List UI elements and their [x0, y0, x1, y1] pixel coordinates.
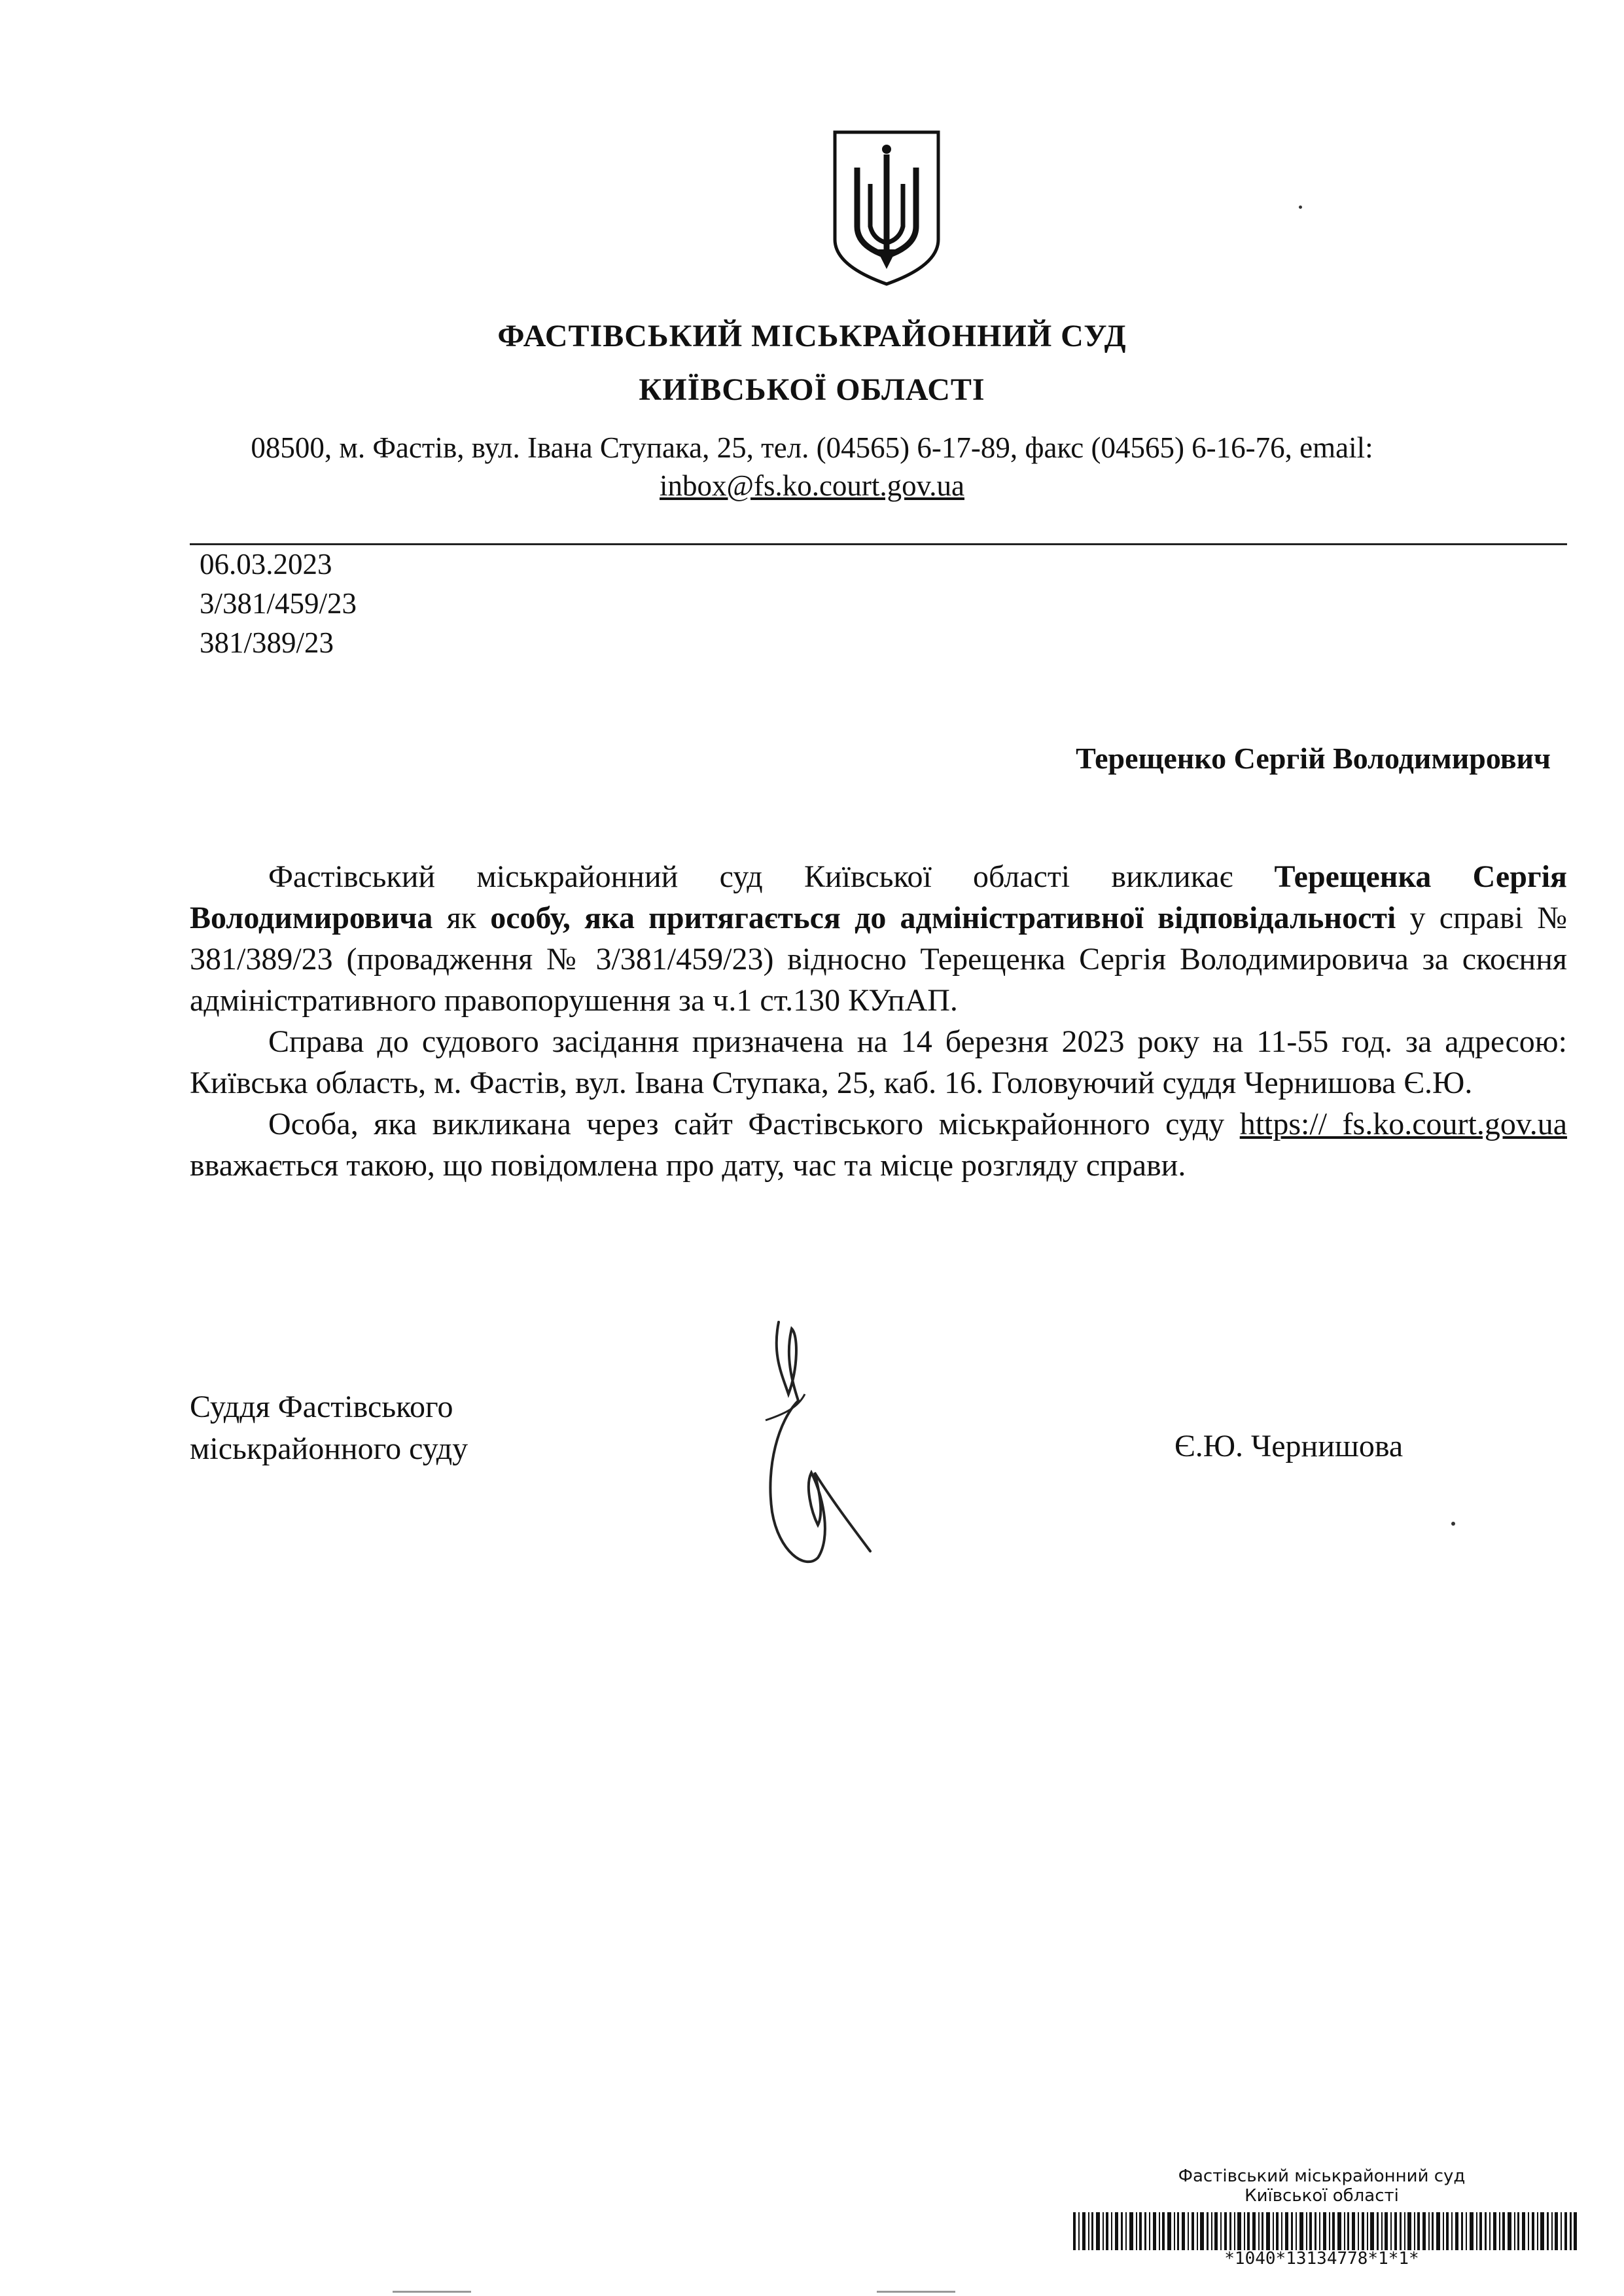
stamp-line2: Київської області: [1244, 2186, 1399, 2206]
judge-title-line1: Суддя Фастівського: [190, 1390, 453, 1424]
letter-reference-1: 3/381/459/23: [200, 587, 357, 620]
scan-edge-mark: [877, 2291, 955, 2293]
letter-body: [190, 856, 1567, 1186]
judge-title-line2: міськрайонного суду: [190, 1431, 468, 1466]
body-paragraph-3: Особа, яка викликана через сайт Фастівського міськрайонного суду https:// fs.ko.court.gov.ua вважається такою, що повідомлена про дату, час та місце розгляду справи.: [190, 1107, 1568, 1183]
registry-stamp: [1067, 2166, 1577, 2206]
header-divider: [190, 543, 1567, 545]
scan-speck: [1299, 206, 1302, 209]
court-email-line: [0, 469, 1624, 503]
letter-date: 06.03.2023: [200, 548, 332, 581]
handwritten-signature: [752, 1316, 903, 1577]
court-name-line2: КИЇВСЬКОЇ ОБЛАСТІ: [639, 372, 985, 407]
body-paragraph-1: Фастівський міськрайонний суд Київської області викликає Терещенка Сергія Володимировича як особу, яка притягається до адміністративної відповідальності у справі № 381/389/23 (провадження № 3/381/459/23) відносно Терещенка Сергія Володимировича за скоєння адміністративного правопорушення за ч.1 ст.130 КУпАП.: [190, 859, 1568, 1018]
body-paragraph-2: Справа до судового засідання призначена на 14 березня 2023 року на 11-55 год. за адресою: Київська область, м. Фастів, вул. Івана Ступака, 25, каб. 16. Головуючий суддя Чернишова Є.Ю.: [190, 1024, 1567, 1100]
document-barcode: [1073, 2212, 1577, 2250]
addressee-name: Терещенко Сергій Володимирович: [1076, 742, 1551, 775]
judge-name: Є.Ю. Чернишова: [1174, 1429, 1403, 1463]
scan-speck: [1451, 1522, 1455, 1526]
court-address: 08500, м. Фастів, вул. Івана Ступака, 25, тел. (04565) 6-17-89, факс (04565) 6-16-76, email:: [251, 431, 1373, 464]
letter-reference-2: 381/389/23: [200, 626, 334, 659]
coat-of-arms-emblem: [831, 128, 942, 287]
court-email-link[interactable]: inbox@fs.ko.court.gov.ua: [660, 469, 964, 502]
court-website-link[interactable]: https:// fs.ko.court.gov.ua: [1239, 1107, 1568, 1141]
court-name-line1: ФАСТІВСЬКИЙ МІСЬКРАЙОННИЙ СУД: [497, 319, 1127, 353]
judge-title: [190, 1386, 468, 1470]
stamp-line1: Фастівський міськрайонний суд: [1178, 2166, 1466, 2186]
barcode-number: *1040*13134778*1*1*: [1224, 2249, 1419, 2269]
scan-edge-mark: [393, 2291, 471, 2293]
